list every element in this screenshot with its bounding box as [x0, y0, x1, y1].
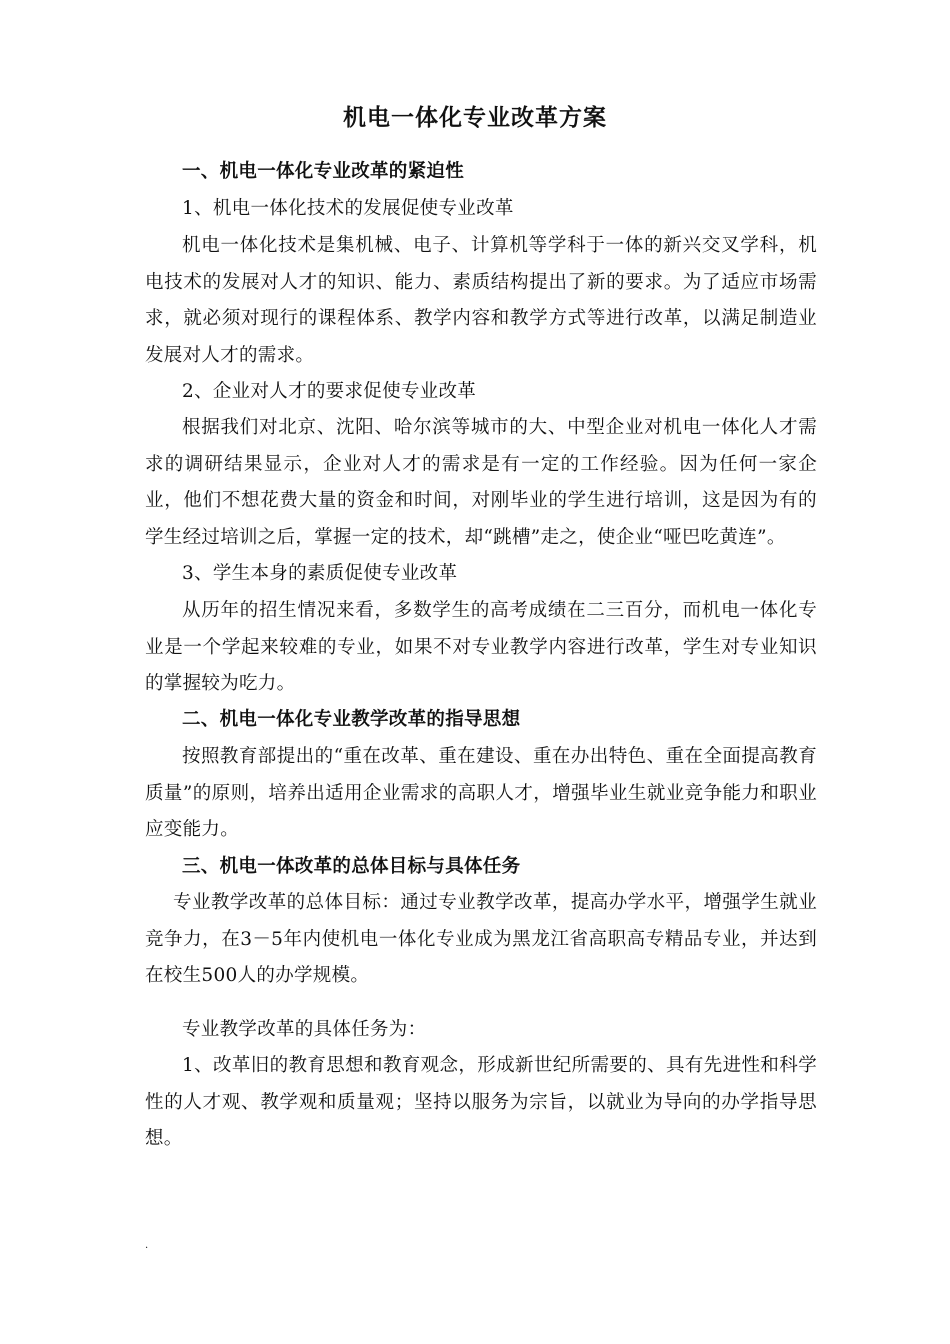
section-3-goal-paragraph: 专业教学改革的总体目标：通过专业教学改革，提高办学水平，增强学生就业竞争力，在3－5年内使机电一体化专业成为黑龙江省高职高专精品专业，并达到在校生500人的办学规模。 [145, 892, 817, 986]
section-3-task-1-paragraph: 1、改革旧的教育思想和教育观念，形成新世纪所需要的、具有先进性和科学性的人才观、教学观和质量观；坚持以服务为宗旨，以就业为导向的办学指导思想。 [145, 1055, 817, 1149]
section-1-sub-3-paragraph: 从历年的招生情况来看，多数学生的高考成绩在二三百分，而机电一体化专业是一个学起来较难的专业，如果不对专业教学内容进行改革，学生对专业知识的掌握较为吃力。 [145, 600, 817, 694]
footer-mark: . [145, 1240, 149, 1251]
section-1-sub-1-heading: 1、机电一体化技术的发展促使专业改革 [182, 198, 514, 219]
section-1-heading: 一、机电一体化专业改革的紧迫性 [182, 161, 465, 182]
section-3-heading: 三、机电一体改革的总体目标与具体任务 [182, 856, 521, 877]
section-1-sub-1-paragraph: 机电一体化技术是集机械、电子、计算机等学科于一体的新兴交叉学科，机电技术的发展对人才的知识、能力、素质结构提出了新的要求。为了适应市场需求，就必须对现行的课程体系、教学内容和教学方式等进行改革，以满足制造业发展对人才的需求。 [145, 235, 817, 366]
section-3-tasks-intro: 专业教学改革的具体任务为： [182, 1019, 427, 1040]
section-2-heading: 二、机电一体化专业教学改革的指导思想 [182, 709, 521, 730]
section-1-sub-2-paragraph: 根据我们对北京、沈阳、哈尔滨等城市的大、中型企业对机电一体化人才需求的调研结果显示，企业对人才的需求是有一定的工作经验。因为任何一家企业，他们不想花费大量的资金和时间，对刚毕业的学生进行培训，这是因为有的学生经过培训之后，掌握一定的技术，却“跳槽”走之，使企业“哑巴吃黄连”。 [145, 417, 817, 548]
section-1-sub-2-heading: 2、企业对人才的要求促使专业改革 [182, 381, 477, 402]
document-title: 机电一体化专业改革方案 [343, 104, 607, 131]
section-1-sub-3-heading: 3、学生本身的素质促使专业改革 [182, 563, 458, 584]
section-2-paragraph: 按照教育部提出的“重在改革、重在建设、重在办出特色、重在全面提高教育质量”的原则，培养出适用企业需求的高职人才，增强毕业生就业竞争能力和职业应变能力。 [145, 746, 817, 840]
